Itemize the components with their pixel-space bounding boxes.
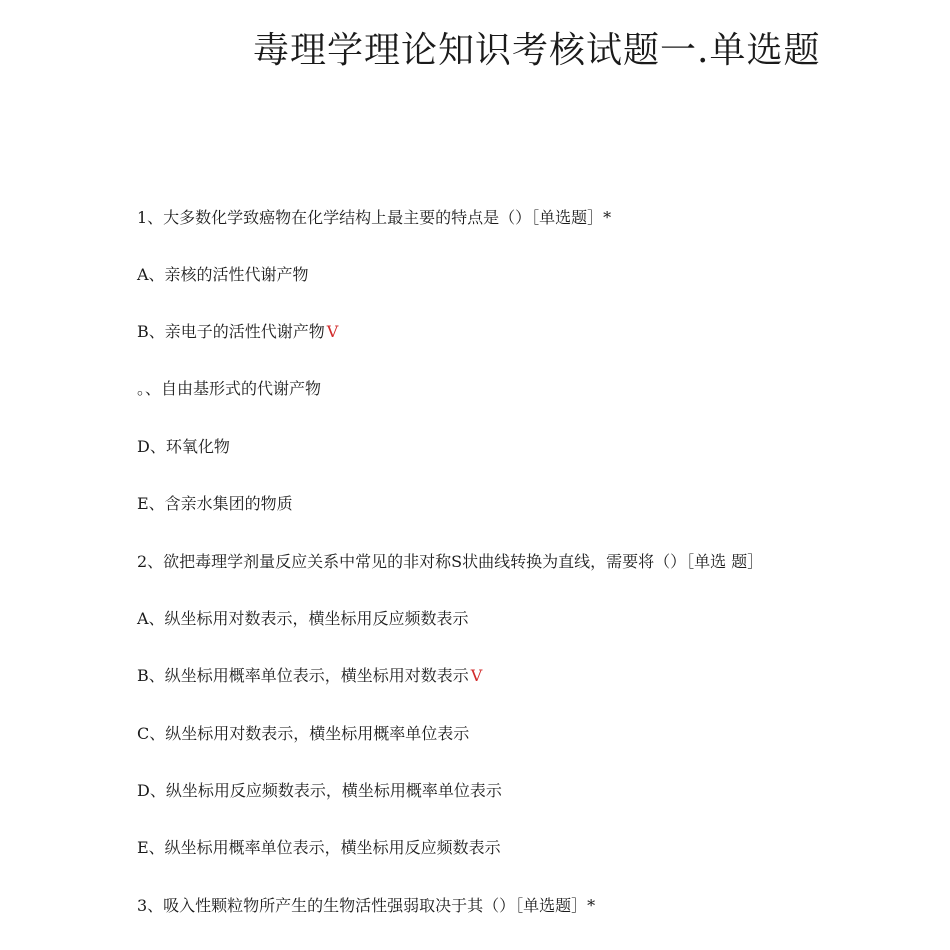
- option-text: D、环氧化物: [137, 437, 230, 456]
- option-text: A、纵坐标用对数表示，横坐标用反应频数表示: [137, 609, 469, 628]
- question-stem-text: 2、欲把毒理学剂量反应关系中常见的非对称S状曲线转换为直线，需要将（）［单选 题］: [137, 552, 764, 571]
- option-text: A、亲核的活性代谢产物: [137, 265, 309, 284]
- question-stem-text: 3、吸入性颗粒物所产生的生物活性强弱取决于其（）［单选题］*: [137, 896, 596, 915]
- question-1-option-b: [137, 321, 338, 343]
- question-2-option-e: [137, 837, 503, 859]
- correct-answer-mark: V: [470, 666, 483, 685]
- option-text: 。、自由基形式的代谢产物: [137, 379, 322, 398]
- document-title: 毒理学理论知识考核试题一.单选题: [253, 30, 821, 71]
- question-2-option-b: [137, 665, 482, 687]
- question-3-stem: [137, 895, 595, 917]
- question-1-option-e: [137, 493, 295, 515]
- question-1-option-d: [137, 436, 232, 458]
- question-2-stem: [137, 551, 763, 573]
- option-text: E、纵坐标用概率单位表示，横坐标用反应频数表示: [137, 838, 501, 857]
- question-1-stem: [137, 207, 611, 229]
- option-text: C、纵坐标用对数表示，横坐标用概率单位表示: [137, 724, 470, 743]
- option-text: D、纵坐标用反应频数表示，横坐标用概率单位表示: [137, 781, 502, 800]
- question-1-option-a: [137, 264, 311, 286]
- question-2-option-c: [137, 723, 471, 745]
- option-text: B、纵坐标用概率单位表示，横坐标用对数表示: [137, 666, 469, 685]
- correct-answer-mark: V: [326, 322, 339, 341]
- option-text: E、含亲水集团的物质: [137, 494, 293, 513]
- question-stem-text: 1、大多数化学致癌物在化学结构上最主要的特点是（）［单选题］*: [137, 208, 612, 227]
- question-2-option-a: [137, 608, 471, 630]
- option-text: B、亲电子的活性代谢产物: [137, 322, 325, 341]
- question-2-option-d: [137, 780, 504, 802]
- question-1-option-c: [137, 378, 323, 400]
